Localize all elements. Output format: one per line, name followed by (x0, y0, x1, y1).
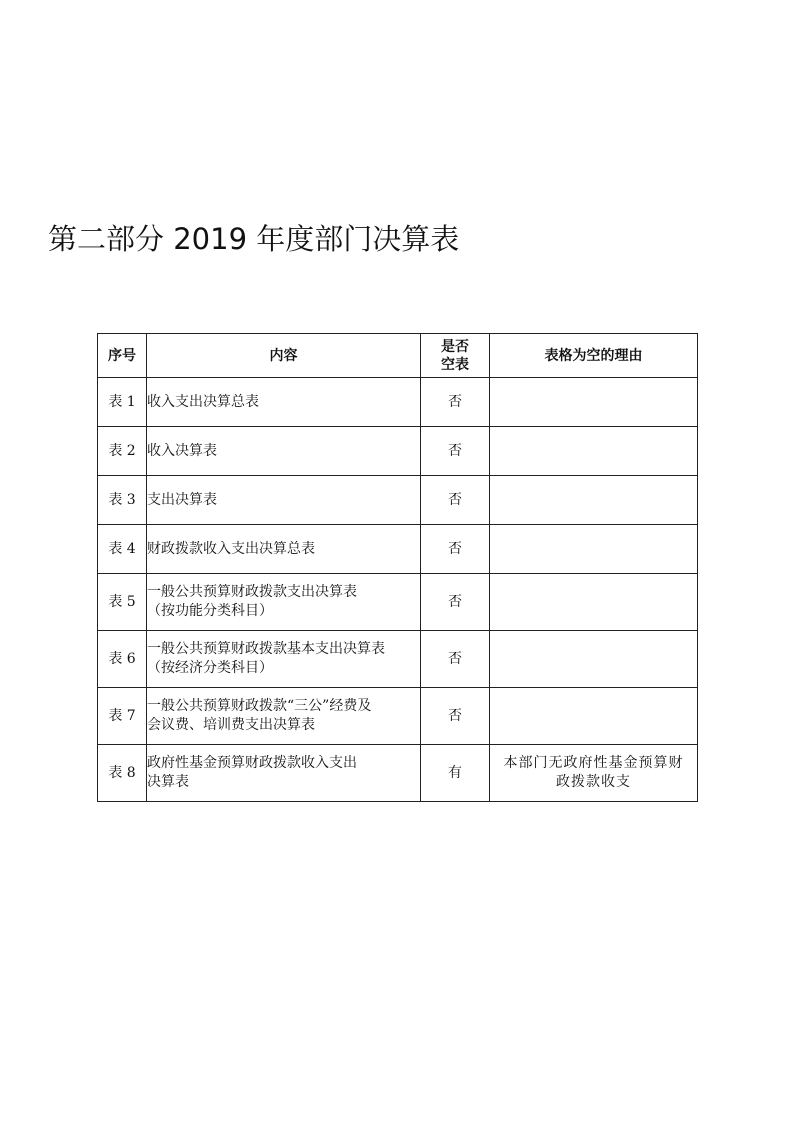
table-header-row (98, 334, 698, 378)
table-row (98, 476, 698, 525)
table-row (98, 378, 698, 427)
row-name-line1: 收入决算表 (147, 442, 217, 459)
table-row (98, 525, 698, 574)
row-reason-line2: 政拨款收支 (556, 774, 631, 790)
row-is-empty: 否 (421, 631, 490, 688)
row-name-line1: 收入支出决算总表 (147, 393, 259, 410)
row-reason (490, 378, 698, 427)
row-name-line1: 政府性基金预算财政拨款收入支出 (147, 755, 357, 771)
row-name-line1: 一般公共预算财政拨款支出决算表 (147, 584, 357, 600)
row-reason (490, 631, 698, 688)
row-name-line1: 财政拨款收入支出决算总表 (147, 540, 315, 557)
row-name (147, 574, 421, 631)
header-reason: 表格为空的理由 (490, 334, 698, 378)
header-is-empty-line2: 空表 (441, 356, 469, 373)
row-name (147, 745, 421, 802)
row-num: 表 7 (98, 688, 147, 745)
table-row (98, 688, 698, 745)
row-is-empty: 否 (421, 427, 490, 476)
row-num: 表 8 (98, 745, 147, 802)
row-num: 表 6 (98, 631, 147, 688)
row-name (147, 688, 421, 745)
row-is-empty: 否 (421, 378, 490, 427)
row-is-empty: 否 (421, 688, 490, 745)
row-name-line2: 决算表 (147, 774, 189, 790)
row-is-empty: 否 (421, 525, 490, 574)
row-name-line1: 一般公共预算财政拨款基本支出决算表 (147, 641, 385, 657)
row-name-line2: 会议费、培训费支出决算表 (147, 717, 315, 733)
row-name (147, 476, 421, 525)
table-row (98, 631, 698, 688)
table-row (98, 427, 698, 476)
header-is-empty (421, 334, 490, 378)
row-name-line2: （按功能分类科目） (147, 603, 273, 619)
row-name (147, 427, 421, 476)
report-list-table (97, 333, 698, 802)
row-name-line1: 支出决算表 (147, 491, 217, 508)
row-reason (490, 745, 698, 802)
row-num: 表 4 (98, 525, 147, 574)
header-num: 序号 (98, 334, 147, 378)
row-num: 表 5 (98, 574, 147, 631)
row-num: 表 3 (98, 476, 147, 525)
row-is-empty: 否 (421, 574, 490, 631)
header-content: 内容 (147, 334, 421, 378)
row-name (147, 525, 421, 574)
row-name-line1: 一般公共预算财政拨款“三公”经费及 (147, 698, 372, 714)
page-title: 第二部分 2019 年度部门决算表 (48, 222, 460, 256)
row-name (147, 631, 421, 688)
row-reason (490, 688, 698, 745)
row-name (147, 378, 421, 427)
table-row (98, 745, 698, 802)
row-is-empty: 有 (421, 745, 490, 802)
row-reason-line1: 本部门无政府性基金预算财 (503, 755, 684, 771)
row-reason (490, 525, 698, 574)
row-num: 表 2 (98, 427, 147, 476)
row-name-line2: （按经济分类科目） (147, 660, 273, 676)
row-num: 表 1 (98, 378, 147, 427)
table-row (98, 574, 698, 631)
row-reason (490, 427, 698, 476)
header-is-empty-line1: 是否 (441, 338, 469, 355)
row-reason (490, 476, 698, 525)
row-reason (490, 574, 698, 631)
row-is-empty: 否 (421, 476, 490, 525)
